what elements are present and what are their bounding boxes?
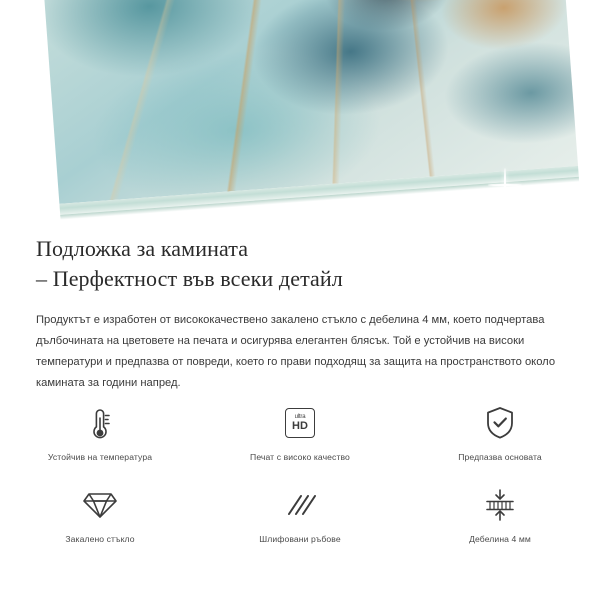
feature-label: Дебелина 4 мм <box>469 534 531 544</box>
feature-item-polished-edges <box>200 478 400 556</box>
diamond-icon <box>82 484 118 526</box>
feature-label: Шлифовани ръбове <box>259 534 341 544</box>
feature-label: Устойчив на температура <box>47 452 153 462</box>
ultra-hd-badge-top: ultra <box>294 414 306 420</box>
description-paragraph: Продуктът е изработен от висококачествено закалено стъкло с дебелина 4 мм, което подчертава дълбочината на цветовете на печата и осигурява елегантен блясък. Той е устойчив на високи температури и предпазва от повреди, което го прави подходящ за защита на пространството около камината за години напред. <box>36 314 556 389</box>
headline-line-2: – Перфектност във всеки детайл <box>36 266 343 291</box>
ultra-hd-badge-bottom: HD <box>292 420 308 432</box>
feature-item-temperature <box>0 396 200 474</box>
ultra-hd-icon <box>285 402 315 444</box>
feature-item-protection <box>400 396 600 474</box>
headline-line-1: Подложка за камината <box>36 236 249 261</box>
feature-item-print-quality <box>200 396 400 474</box>
feature-item-tempered-glass <box>0 478 200 556</box>
feature-label: Печат с високо качество <box>250 452 350 462</box>
hero-image <box>0 0 600 222</box>
shield-check-icon <box>483 402 517 444</box>
thickness-arrows-icon <box>483 484 517 526</box>
text-content <box>0 222 600 394</box>
feature-label: Предпазва основата <box>458 452 542 462</box>
page-title <box>36 222 564 294</box>
thermometer-icon <box>86 402 114 444</box>
feature-grid <box>0 396 600 556</box>
glass-panel-artwork <box>0 0 600 222</box>
feature-item-thickness <box>400 478 600 556</box>
polished-edges-icon <box>283 484 317 526</box>
feature-label: Закалено стъкло <box>65 534 135 544</box>
